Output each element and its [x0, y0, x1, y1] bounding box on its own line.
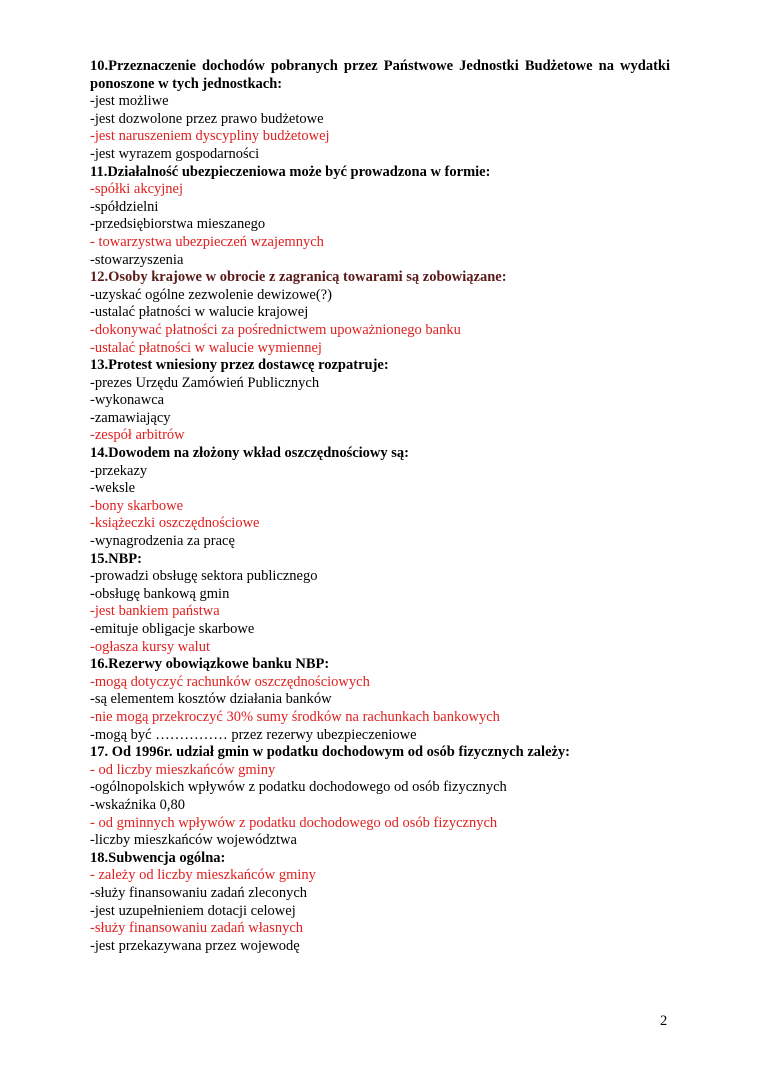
answer-17-2: -ogólnopolskich wpływów z podatku dochodowego od osób fizycznych [90, 779, 507, 796]
answer-18-2: -służy finansowaniu zadań zleconych [90, 884, 308, 901]
answer-12-1: -uzyskać ogólne zezwolenie dewizowe(?) [90, 286, 332, 303]
question-13: 13.Protest wniesiony przez dostawcę rozpatruje: [90, 357, 389, 374]
question-17: 17. Od 1996r. udział gmin w podatku dochodowym od osób fizycznych zależy: [90, 744, 571, 761]
answer-12-2: -ustalać płatności w walucie krajowej [90, 304, 309, 321]
answer-18-5: -jest przekazywana przez wojewodę [90, 937, 300, 954]
page-number: 2 [660, 1013, 668, 1029]
answer-16-1-correct: -mogą dotyczyć rachunków oszczędnościowych [90, 673, 370, 690]
answer-14-3-correct: -bony skarbowe [90, 497, 184, 514]
question-14: 14.Dowodem na złożony wkład oszczędnościowy są: [90, 445, 409, 462]
answer-11-1-correct: -spółki akcyjnej [90, 181, 184, 198]
question-12: 12.Osoby krajowe w obrocie z zagranicą towarami są zobowiązane: [90, 269, 507, 286]
answer-10-1: -jest możliwe [90, 93, 169, 110]
answer-15-1: -prowadzi obsługę sektora publicznego [90, 568, 318, 585]
answer-17-4-correct: - od gminnych wpływów z podatku dochodowego od osób fizycznych [90, 814, 498, 831]
answer-15-5-correct: -ogłasza kursy walut [90, 638, 210, 655]
document-body [90, 58, 670, 955]
answer-17-5: -liczby mieszkańców województwa [90, 832, 297, 849]
answer-11-5: -stowarzyszenia [90, 251, 184, 268]
answer-16-3-correct: -nie mogą przekroczyć 30% sumy środków na rachunkach bankowych [90, 708, 500, 725]
answer-14-2: -weksle [90, 480, 136, 497]
answer-11-3: -przedsiębiorstwa mieszanego [90, 216, 266, 233]
answer-11-2: -spółdzielni [90, 198, 159, 215]
answer-13-4-correct: -zespół arbitrów [90, 427, 185, 444]
answer-15-2: -obsługę bankową gmin [90, 585, 230, 602]
answer-10-3-correct: -jest naruszeniem dyscypliny budżetowej [90, 128, 330, 145]
answer-13-1: -prezes Urzędu Zamówień Publicznych [90, 374, 320, 391]
answer-16-4: -mogą być …………… przez rezerwy ubezpieczeniowe [90, 726, 417, 743]
question-11: 11.Działalność ubezpieczeniowa może być prowadzona w formie: [90, 163, 491, 180]
answer-15-3-correct: -jest bankiem państwa [90, 603, 220, 620]
answer-15-4: -emituje obligacje skarbowe [90, 621, 255, 637]
question-15: 15.NBP: [90, 550, 142, 567]
answer-14-4-correct: -książeczki oszczędnościowe [90, 515, 260, 532]
answer-14-1: -przekazy [90, 462, 148, 479]
answer-16-2: -są elementem kosztów działania banków [90, 691, 332, 708]
answer-12-4-correct: -ustalać płatności w walucie wymiennej [90, 339, 322, 356]
answer-13-2: -wykonawca [90, 392, 165, 409]
answer-12-3-correct: -dokonywać płatności za pośrednictwem upoważnionego banku [90, 321, 461, 338]
answer-14-5: -wynagrodzenia za pracę [90, 533, 235, 550]
answer-10-2: -jest dozwolone przez prawo budżetowe [90, 110, 324, 127]
answer-13-3: -zamawiający [90, 409, 171, 426]
answer-18-1-correct: - zależy od liczby mieszkańców gminy [90, 867, 316, 884]
question-18: 18.Subwencja ogólna: [90, 849, 226, 866]
answer-11-4-correct: - towarzystwa ubezpieczeń wzajemnych [90, 233, 324, 250]
answer-18-4-correct: -służy finansowaniu zadań własnych [90, 920, 304, 937]
answer-17-1-correct: - od liczby mieszkańców gminy [90, 761, 276, 778]
answer-17-3: -wskaźnika 0,80 [90, 796, 186, 813]
answer-18-3: -jest uzupełnieniem dotacji celowej [90, 902, 296, 919]
question-16: 16.Rezerwy obowiązkowe banku NBP: [90, 656, 330, 673]
answer-10-4: -jest wyrazem gospodarności [90, 145, 260, 162]
question-10: 10.Przeznaczenie dochodów pobranych przez Państwowe Jednostki Budżetowe na wydatki ponoszone w tych jednostkach: [90, 58, 670, 92]
